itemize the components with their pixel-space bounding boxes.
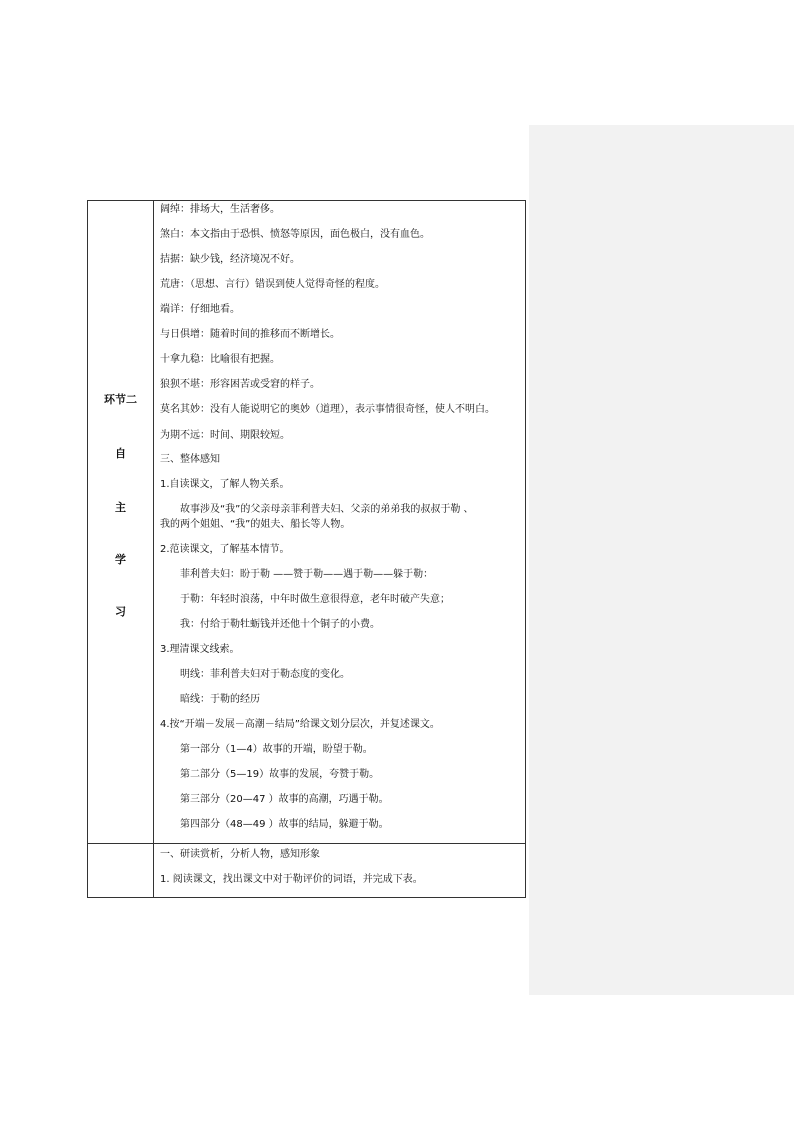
vocab-line: 荒唐：（思想、言行）错误到使人觉得奇怪的程度。 xyxy=(160,279,385,290)
section-heading: 一、研读赏析，分析人物，感知形象 xyxy=(160,849,320,860)
vocab-line: 端详：仔细地看。 xyxy=(160,304,240,315)
body-line: 故事涉及“我”的父亲母亲菲利普夫妇、父亲的弟弟我的叔叔于勒 、 xyxy=(180,504,474,515)
body-line: 明线：菲利普夫妇对于勒态度的变化。 xyxy=(180,669,350,680)
task-line: 1. 阅读课文，找出课文中对于勒评价的词语，并完成下表。 xyxy=(160,874,423,885)
lesson-table xyxy=(87,200,526,898)
section-label-char: 习 xyxy=(115,605,126,618)
column-divider xyxy=(153,201,154,897)
body-line: 我：付给于勒牡蛎钱并还他十个铜子的小费。 xyxy=(180,619,380,630)
vocab-line: 拮据：缺少钱，经济境况不好。 xyxy=(160,254,300,265)
body-line: 菲利普夫妇：盼于勒 ——赞于勒——遇于勒——躲于勒： xyxy=(180,569,434,580)
vocab-line: 莫名其妙：没有人能说明它的奥妙（道理），表示事情很奇怪，使人不明白。 xyxy=(160,404,495,415)
vocab-line: 煞白：本文指由于恐惧、愤怒等原因，面色极白，没有血色。 xyxy=(160,229,430,240)
task-line: 4.按“开端－发展－高潮－结局”给课文划分层次，并复述课文。 xyxy=(160,719,440,730)
section-heading: 三、整体感知 xyxy=(160,454,220,465)
vocab-line: 狼狈不堪：形容困苦或受窘的样子。 xyxy=(160,379,320,390)
task-line: 2.范读课文，了解基本情节。 xyxy=(160,544,290,555)
body-line: 我的两个姐姐、“我”的姐夫、船长等人物。 xyxy=(160,519,351,530)
body-line: 第一部分（1—4）故事的开端，盼望于勒。 xyxy=(180,744,373,755)
comment-pane xyxy=(529,125,794,995)
vocab-line: 为期不远：时间、期限较短。 xyxy=(160,430,290,441)
section-label-char: 学 xyxy=(115,553,126,566)
task-line: 3.理清课文线索。 xyxy=(160,644,240,655)
body-line: 于勒：年轻时浪荡，中年时做生意很得意，老年时破产失意； xyxy=(180,594,450,605)
section-label-segment: 环节二 xyxy=(104,393,137,406)
body-line: 暗线：于勒的经历 xyxy=(180,694,260,705)
row-divider xyxy=(88,843,525,844)
task-line: 1.自读课文，了解人物关系。 xyxy=(160,479,290,490)
body-line: 第二部分（5—19）故事的发展，夸赞于勒。 xyxy=(180,769,380,780)
section-label-char: 自 xyxy=(115,447,126,460)
section-label-char: 主 xyxy=(115,501,126,514)
vocab-line: 阔绰：排场大，生活奢侈。 xyxy=(160,204,280,215)
vocab-line: 十拿九稳：比喻很有把握。 xyxy=(160,354,280,365)
body-line: 第四部分（48—49 ）故事的结局，躲避于勒。 xyxy=(180,819,389,830)
body-line: 第三部分（20—47 ）故事的高潮，巧遇于勒。 xyxy=(180,794,389,805)
vocab-line: 与日俱增：随着时间的推移而不断增长。 xyxy=(160,329,340,340)
